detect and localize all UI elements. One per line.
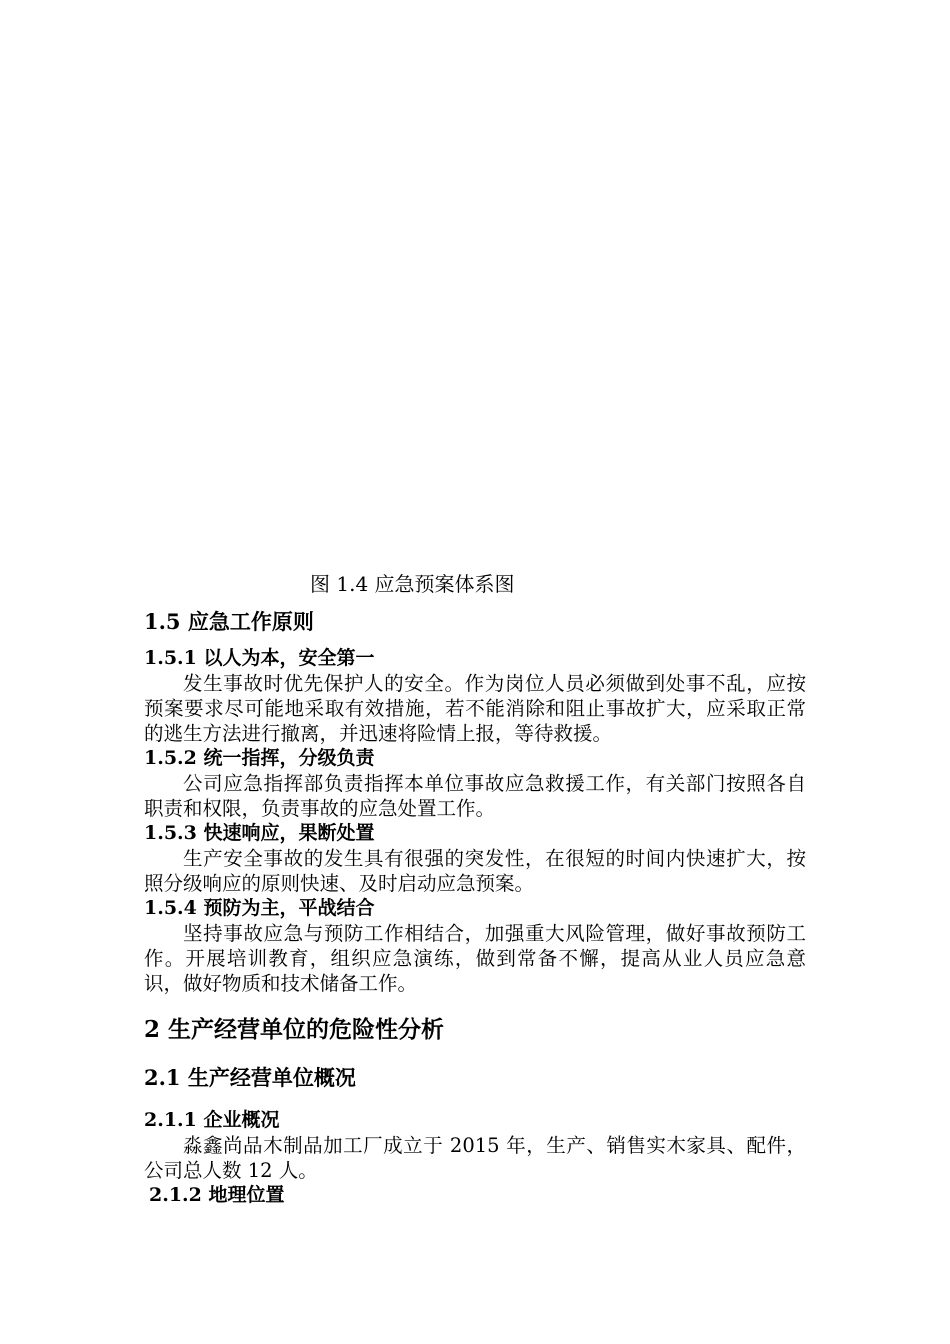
paragraph: 坚持事故应急与预防工作相结合，加强重大风险管理，做好事故预防工作。开展培训教育，组织应急演练，做到常备不懈，提高从业人员应急意识，做好物质和技术储备工作。 xyxy=(144,922,806,995)
subsection xyxy=(144,646,806,746)
section-heading: 1.5 应急工作原则 xyxy=(144,609,314,634)
subsection xyxy=(144,821,806,896)
subsection-heading: 1.5.1 以人为本，安全第一 xyxy=(144,647,375,669)
figure-caption: 图 1.4 应急预案体系图 xyxy=(310,572,515,596)
subsection xyxy=(144,896,806,996)
paragraph: 发生事故时优先保护人的安全。作为岗位人员必须做到处事不乱，应按预案要求尽可能地采取有效措施，若不能消除和阻止事故扩大，应采取正常的逃生方法进行撤离，并迅速将险情上报，等待救援。 xyxy=(144,672,806,745)
subsection-heading: 2.1.1 企业概况 xyxy=(144,1109,280,1131)
subsection xyxy=(144,746,806,821)
subsection xyxy=(144,1108,806,1183)
subsection-heading: 1.5.3 快速响应，果断处置 xyxy=(144,822,375,844)
figure-placeholder xyxy=(144,40,806,560)
section-heading: 2.1 生产经营单位概况 xyxy=(144,1065,356,1090)
document-body xyxy=(144,606,806,1208)
subsection-heading: 2.1.2 地理位置 xyxy=(149,1184,285,1206)
subsection-heading: 1.5.2 统一指挥，分级负责 xyxy=(144,747,375,769)
chapter-heading: 2 生产经营单位的危险性分析 xyxy=(144,1016,445,1043)
subsection-heading: 1.5.4 预防为主，平战结合 xyxy=(144,897,375,919)
paragraph: 公司应急指挥部负责指挥本单位事故应急救援工作，有关部门按照各自职责和权限，负责事故的应急处置工作。 xyxy=(144,772,806,820)
paragraph: 生产安全事故的发生具有很强的突发性，在很短的时间内快速扩大，按照分级响应的原则快速、及时启动应急预案。 xyxy=(144,847,806,895)
paragraph: 淼鑫尚品木制品加工厂成立于 2015 年，生产、销售实木家具、配件，公司总人数 12 人。 xyxy=(144,1134,806,1182)
